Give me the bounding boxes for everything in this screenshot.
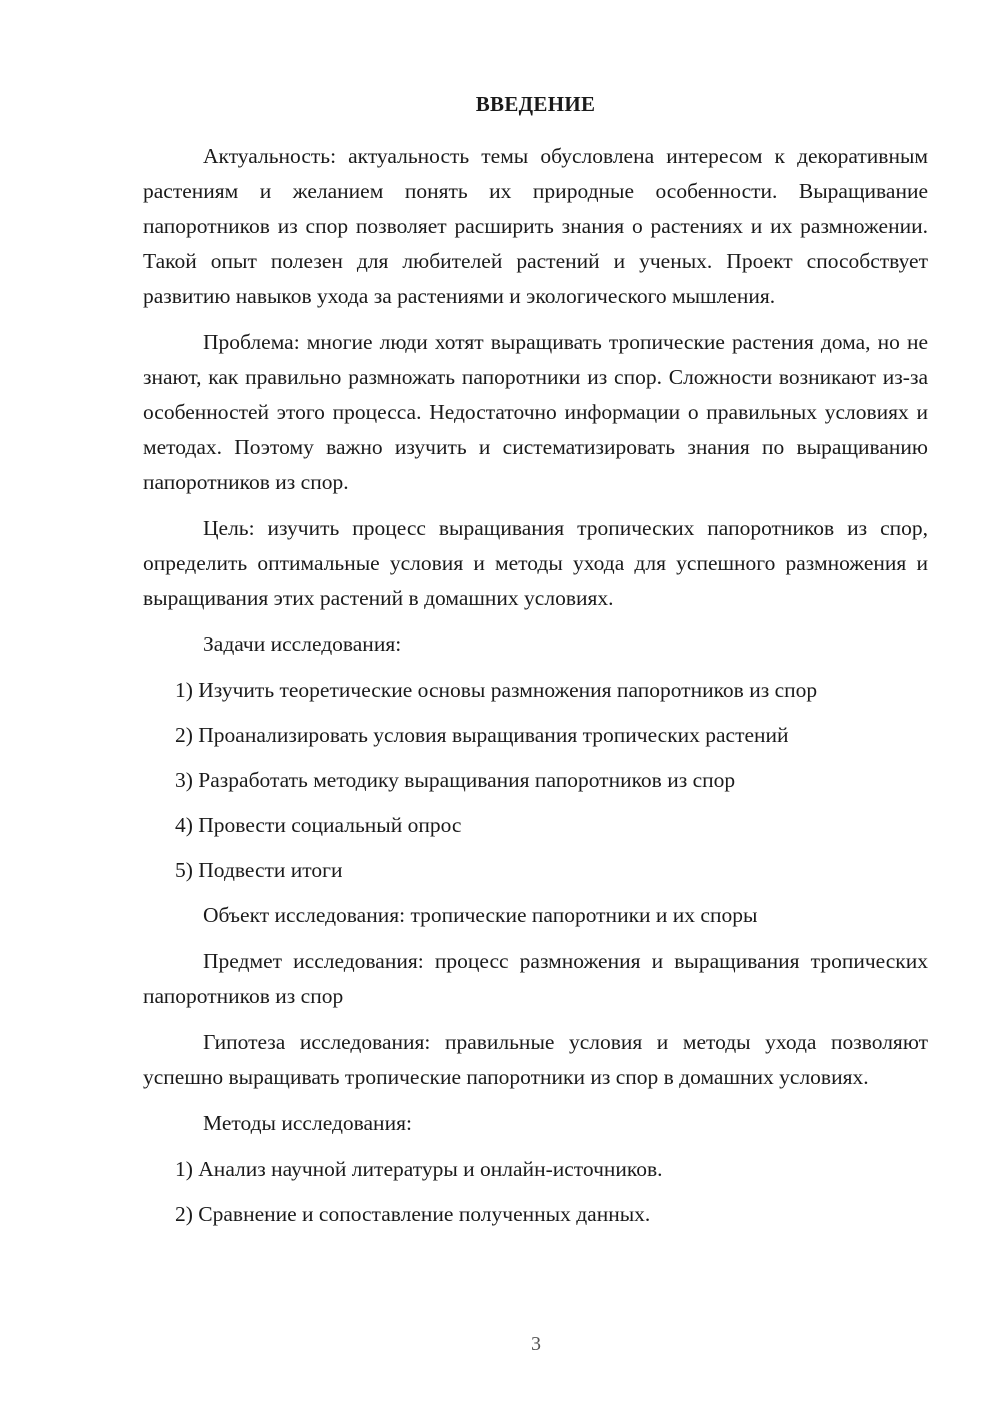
list-item: 5) Подвести итоги [175,858,343,882]
hypothesis-paragraph: Гипотеза исследования: правильные условия и методы ухода позволяют успешно выращивать тропические папоротники из спор в домашних условиях. [143,1030,928,1089]
list-item: 4) Провести социальный опрос [175,813,462,837]
problem-paragraph: Проблема: многие люди хотят выращивать тропические растения дома, но не знают, как правильно размножать папоротники из спор. Сложности возникают из-за особенностей этого процесса. Недостаточно информации о правильных условиях и методах. Поэтому важно изучить и систематизировать знания по выращиванию папоротников из спор. [143,330,928,494]
goal-paragraph: Цель: изучить процесс выращивания тропических папоротников из спор, определить оптимальные условия и методы ухода для успешного размножения и выращивания этих растений в домашних условиях. [143,516,928,610]
page-title: ВВЕДЕНИЕ [475,92,596,116]
relevance-paragraph: Актуальность: актуальность темы обусловлена интересом к декоративным растениям и желанием понять их природные особенности. Выращивание папоротников из спор позволяет расширить знания о растениях и их размножении. Такой опыт полезен для любителей растений и ученых. Проект способствует развитию навыков ухода за растениями и экологического мышления. [143,144,928,308]
document-page [143,92,928,1242]
page-number: 3 [531,1333,541,1355]
list-item: 2) Сравнение и сопоставление полученных данных. [175,1202,651,1226]
list-item: 3) Разработать методику выращивания папоротников из спор [175,768,736,792]
list-item: 2) Проанализировать условия выращивания тропических растений [175,723,789,747]
tasks-title: Задачи исследования: [203,632,402,656]
subject-paragraph: Предмет исследования: процесс размножения и выращивания тропических папоротников из спор [143,949,928,1008]
object-paragraph: Объект исследования: тропические папоротники и их споры [203,903,758,927]
list-item: 1) Анализ научной литературы и онлайн-источников. [175,1157,663,1181]
methods-title: Методы исследования: [203,1111,412,1135]
list-item: 1) Изучить теоретические основы размножения папоротников из спор [175,678,818,702]
